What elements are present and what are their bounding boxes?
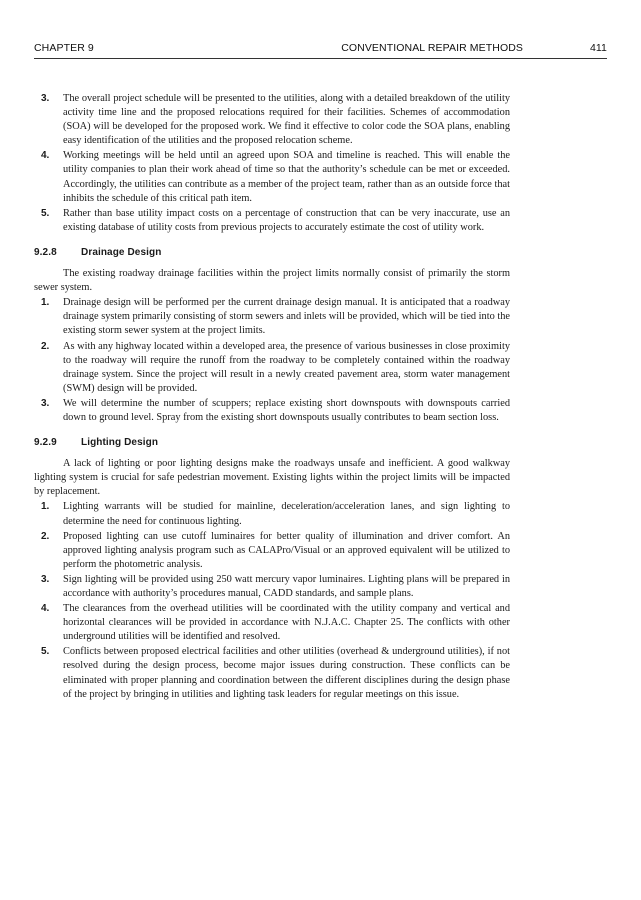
list-item [34,397,510,425]
list-item [34,500,510,528]
item-number: 3. [41,397,50,409]
item-number: 3. [41,573,50,585]
item-text: Drainage design will be performed per the current drainage design manual. It is anticipated that a roadway drainage system primarily consisting of storm sewers and inlets will be provided, which will be tied into the existing storm sewer system at the project limits. [63,297,510,337]
item-number: 2. [41,530,50,542]
page-number: 411 [589,42,607,54]
heading-number: 9.2.8 [34,246,57,258]
heading-number: 9.2.9 [34,437,57,449]
item-number: 4. [41,150,50,162]
chapter-label: CHAPTER 9 [34,42,94,54]
item-number: 1. [41,297,50,309]
item-text: The overall project schedule will be presented to the utilities, along with a detailed breakdown of the utility activity time line and the proposed relocations required for their facilities. Schemes of accommodation (SOA) will be developed for the proposed work. We find it effective to color code the SOA plans, enabling easy identification of the utilities and the proposed relocation scheme. [63,93,510,147]
lighting-intro: A lack of lighting or poor lighting designs make the roadways unsafe and inefficient. A good walkway lighting system is crucial for safe pedestrian movement. Existing lights within the project limits will be impacted by replacement. [34,458,510,498]
header-rule [34,58,607,59]
item-number: 5. [41,646,50,658]
item-text: Lighting warrants will be studied for mainline, deceleration/acceleration lanes, and sign lighting to determine the need for continuous lighting. [63,501,510,527]
item-number: 5. [41,207,50,219]
item-text: Rather than base utility impact costs on a percentage of construction that can be very inaccurate, use an existing database of utility costs from previous projects to accurately estimate the cost of utility work. [63,207,510,233]
list-item [34,149,510,205]
list-item [34,573,510,601]
item-text: Conflicts between proposed electrical facilities and other utilities (overhead & underground utilities), if not resolved during the design process, become major issues during construction. These conflicts can be eliminated with proper planning and coordination between the different disciplines during the design phase of the project by bringing in utilities and lighting task leaders for regular meetings on this issue. [63,646,510,700]
list-item [34,645,510,701]
running-head [34,42,607,58]
heading-title: Drainage Design [81,246,162,258]
item-text: Working meetings will be held until an agreed upon SOA and timeline is reached. This will enable the utility companies to plan their work ahead of time so that the authority’s schedule can be met or exceeded. Accordingly, the utilities can contribute as a member of the project team, rather than as an outside force that inhibits the schedule of this critical path item. [63,150,510,204]
heading-title: Lighting Design [81,437,159,449]
item-number: 2. [41,340,50,352]
drainage-intro: The existing roadway drainage facilities within the project limits normally consist of primarily the storm sewer system. [34,268,510,294]
list-item [34,207,510,235]
item-text: Sign lighting will be provided using 250 watt mercury vapor luminaires. Lighting plans will be prepared in accordance with authority’s procedures manual, CADD standards, and sample plans. [63,573,510,599]
section-title: CONVENTIONAL REPAIR METHODS [341,42,523,54]
item-number: 4. [41,603,50,615]
list-item [34,602,510,644]
section-heading-lighting [34,436,510,450]
list-item [34,340,510,396]
item-text: Proposed lighting can use cutoff luminaires for better quality of illumination and driver comfort. An approved lighting analysis program such as CALAPro/Visual or an approved equivalent will be utilized to perform the photometric analysis. [63,530,510,570]
item-number: 3. [41,93,50,104]
list-item [34,296,510,338]
list-item [34,92,510,148]
item-text: The clearances from the overhead utilities will be coordinated with the utility company and vertical and horizontal clearances will be provided in accordance with N.J.A.C. Chapter 25. The conflicts with other underground utilities will be identified and resolved. [63,603,510,643]
item-text: We will determine the number of scuppers; replace existing short downspouts with downspouts carried down to ground level. Spray from the existing short downspouts usually contributes to beam section loss. [63,397,510,423]
item-number: 1. [41,501,50,513]
list-item [34,530,510,572]
section-heading-drainage [34,246,510,260]
body-text [34,92,510,703]
item-text: As with any highway located within a developed area, the presence of various businesses in close proximity to the roadway will require the runoff from the roadway to be completely contained within the roadway drainage system. Since the project will result in a newly created pavement area, storm water management (SWM) design will be provided. [63,340,510,394]
